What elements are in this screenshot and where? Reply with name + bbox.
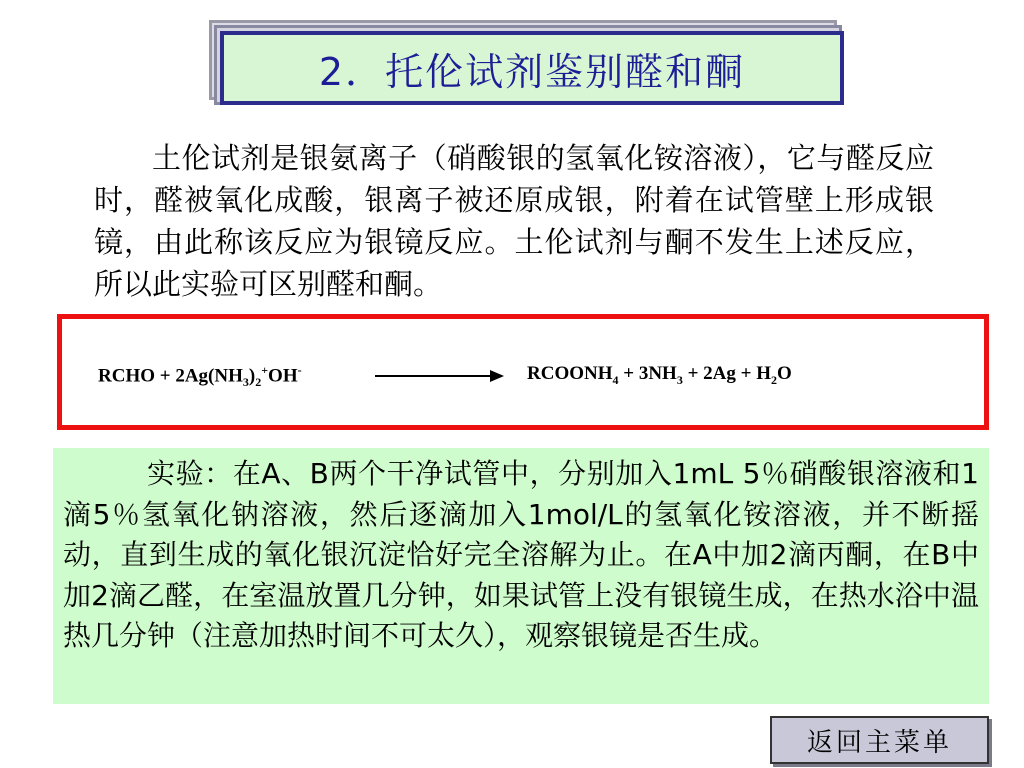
- experiment-paragraph: 实验：在A、B两个干净试管中，分别加入1mL 5％硝酸银溶液和1滴5％氢氧化钠溶液，然后逐滴加入1mol/L的氢氧化铵溶液，并不断摇动，直到生成的氧化银沉淀恰好完全溶解为止。在A中加2滴丙酮，在B中加2滴乙醛，在室温放置几分钟，如果试管上没有银镜生成，在热水浴中温热几分钟（注意加热时间不可太久），观察银镜是否生成。: [63, 457, 979, 652]
- title-box: [220, 31, 844, 105]
- experiment-box: [53, 448, 989, 704]
- equation-reactants: RCHO + $2Ag(NH_3)_2^+OH^-$: [98, 363, 302, 390]
- intro-paragraph: 土伦试剂是银氨离子（硝酸银的氢氧化铵溶液），它与醛反应时，醛被氧化成酸，银离子被还原成银，附着在试管壁上形成银镜，由此称该反应为银镜反应。土伦试剂与酮不发生上述反应，所以此实验可区别醛和酮。: [94, 141, 934, 301]
- back-to-main-menu-button[interactable]: 返回主菜单: [770, 716, 989, 764]
- equation-box: [57, 314, 989, 430]
- title-banner: [209, 20, 839, 102]
- page-title: 2．托伦试剂鉴别醛和酮: [318, 49, 746, 94]
- equation-products: $RCOONH_4 + 3NH_3 + 2Ag + H_2O$: [527, 363, 792, 387]
- reaction-arrow: [375, 375, 502, 377]
